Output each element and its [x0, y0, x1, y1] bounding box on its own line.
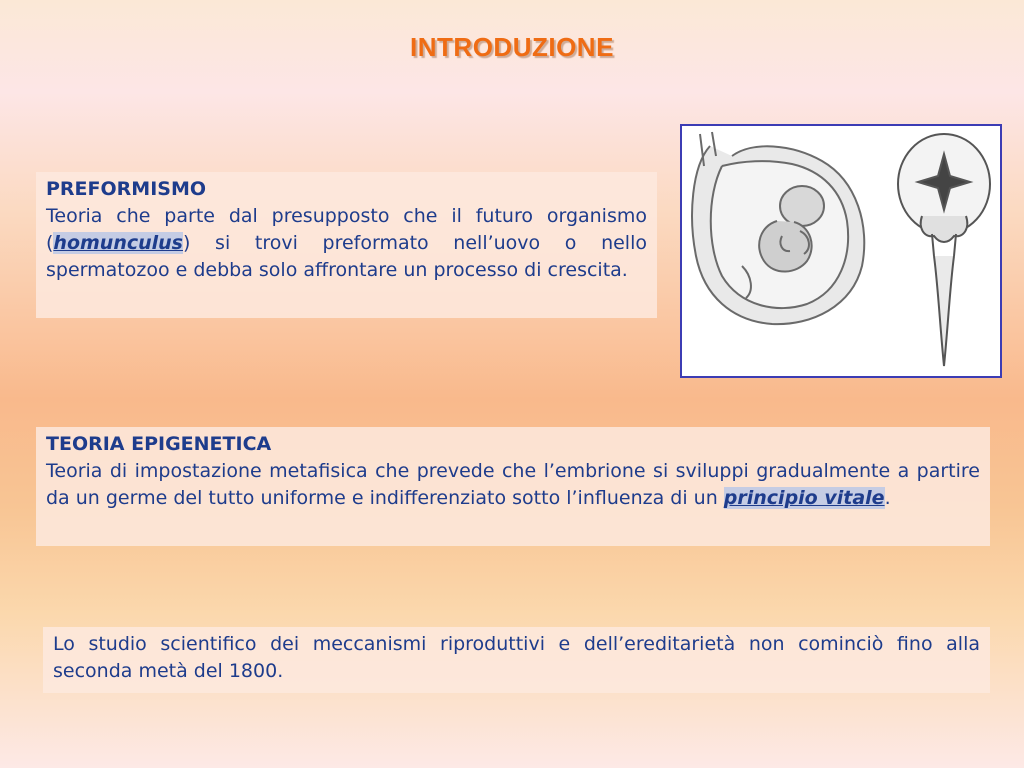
preformismo-text-part: ) si trovi preformato nell’uovo o nello spermatozoo e debba solo affrontare un processo di crescita.: [46, 232, 647, 281]
preformismo-heading: PREFORMISMO: [46, 178, 207, 200]
epigenetica-box: [36, 427, 990, 546]
preformismo-text-part: Teoria che parte dal presupposto che il futuro organismo (: [46, 205, 647, 254]
conclusione-box: [43, 627, 990, 693]
preformismo-box: [36, 172, 657, 318]
homunculus-illustration: [680, 124, 1002, 378]
epigenetica-text: [46, 460, 980, 509]
epigenetica-text-part: Teoria di impostazione metafisica che prevede che l’embrione si sviluppi gradualmente a partire da un germe del tutto uniforme e indifferenziato sotto l’influenza di un: [46, 460, 980, 509]
epigenetica-text-part: .: [884, 487, 891, 509]
epigenetica-heading: TEORIA EPIGENETICA: [46, 433, 272, 455]
embryo-drawing: [682, 126, 1000, 376]
preformismo-text: [46, 205, 647, 281]
conclusione-text: Lo studio scientifico dei meccanismi riproduttivi e dell’ereditarietà non cominciò fino alla seconda metà del 1800.: [53, 633, 980, 682]
slide-title: INTRODUZIONE: [410, 32, 614, 62]
principio-vitale-term: principio vitale: [723, 487, 885, 509]
homunculus-term: homunculus: [53, 232, 183, 254]
